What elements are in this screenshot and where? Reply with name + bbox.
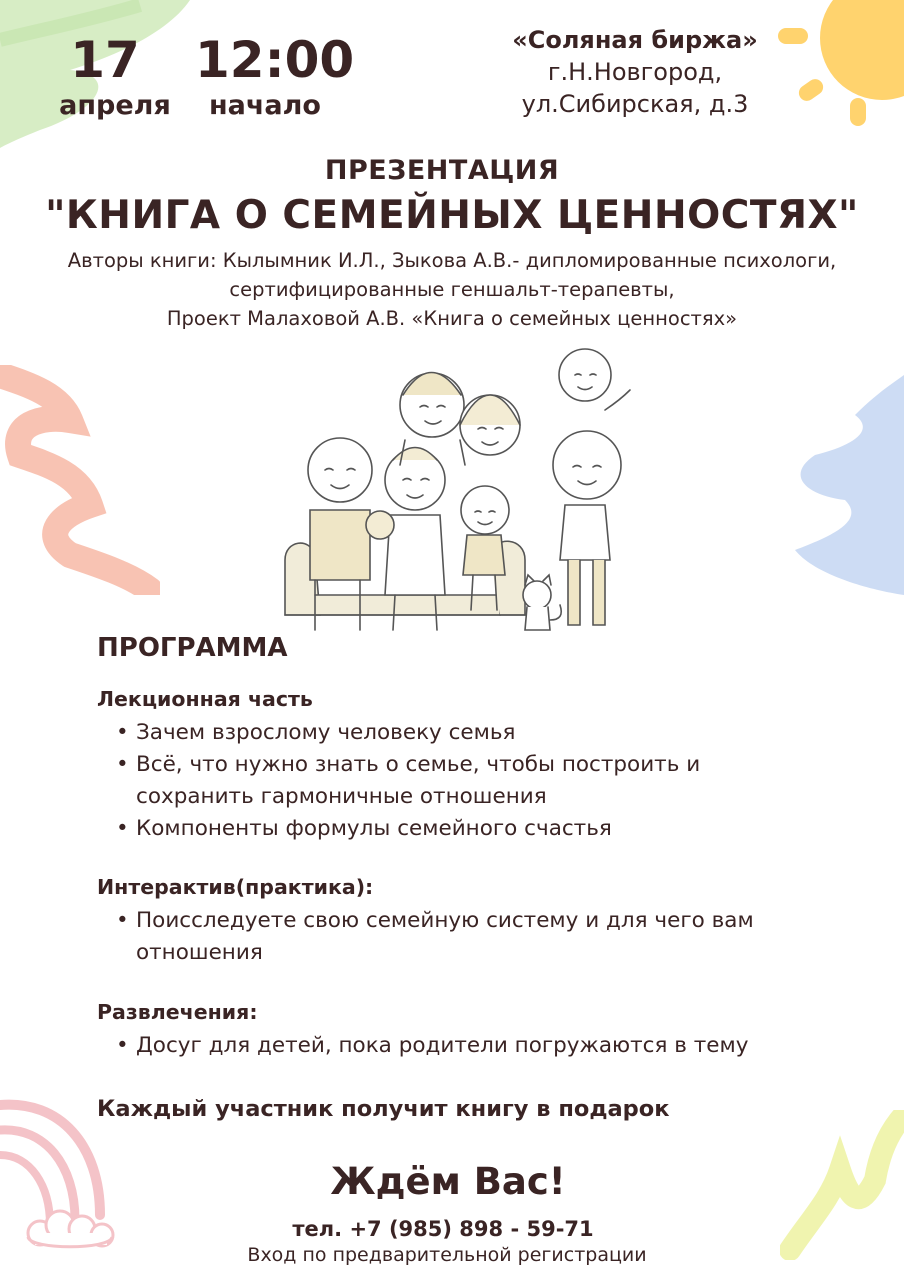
section-title: Интерактив(практика):	[97, 875, 374, 899]
venue-name: «Соляная биржа»	[512, 26, 758, 54]
family-drawing-icon	[275, 345, 640, 635]
coral-brush-decoration	[0, 365, 160, 595]
event-time: 12:00	[195, 31, 355, 89]
registration-note: Вход по предварительной регистрации	[247, 1244, 647, 1266]
presentation-label: ПРЕЗЕНТАЦИЯ	[324, 155, 560, 186]
program-section-interactive	[97, 875, 817, 969]
sun-icon	[770, 0, 904, 130]
authors-block	[0, 246, 904, 333]
list-item: • Досуг для детей, пока родители погружаются в тему	[114, 1030, 817, 1062]
section-title: Лекционная часть	[97, 687, 313, 711]
venue-city: г.Н.Новгород,	[547, 58, 723, 86]
program-heading: ПРОГРАММА	[97, 633, 288, 663]
gift-note: Каждый участник получит книгу в подарок	[97, 1096, 670, 1122]
event-day: 17	[70, 31, 140, 89]
event-time-label: начало	[209, 90, 321, 121]
program-section-entertainment	[97, 1000, 817, 1062]
authors-line: сертифицированные геншальт-терапевты,	[229, 278, 675, 301]
list-item: • Всё, что нужно знать о семье, чтобы построить и сохранить гармоничные отношения	[114, 749, 776, 813]
welcome-text: Ждём Вас!	[330, 1160, 566, 1203]
list-item: • Поисследуете свою семейную систему и для чего вам отношения	[114, 905, 801, 969]
list-item: • Компоненты формулы семейного счастья	[114, 813, 817, 845]
program-section-lecture	[97, 687, 817, 845]
venue-address: ул.Сибирская, д.3	[521, 90, 749, 118]
section-title: Развлечения:	[97, 1000, 258, 1024]
blue-brush-decoration	[775, 375, 904, 600]
event-month: апреля	[59, 90, 171, 121]
authors-line: Авторы книги: Кылымник И.Л., Зыкова А.В.- дипломированные психологи,	[67, 249, 837, 272]
list-item: • Зачем взрослому человеку семья	[114, 717, 817, 749]
phone-number[interactable]: тел. +7 (985) 898 - 59-71	[292, 1217, 594, 1241]
authors-line: Проект Малаховой А.В. «Книга о семейных ценностях»	[166, 307, 738, 330]
book-title: "КНИГА О СЕМЕЙНЫХ ЦЕННОСТЯХ"	[45, 193, 859, 238]
